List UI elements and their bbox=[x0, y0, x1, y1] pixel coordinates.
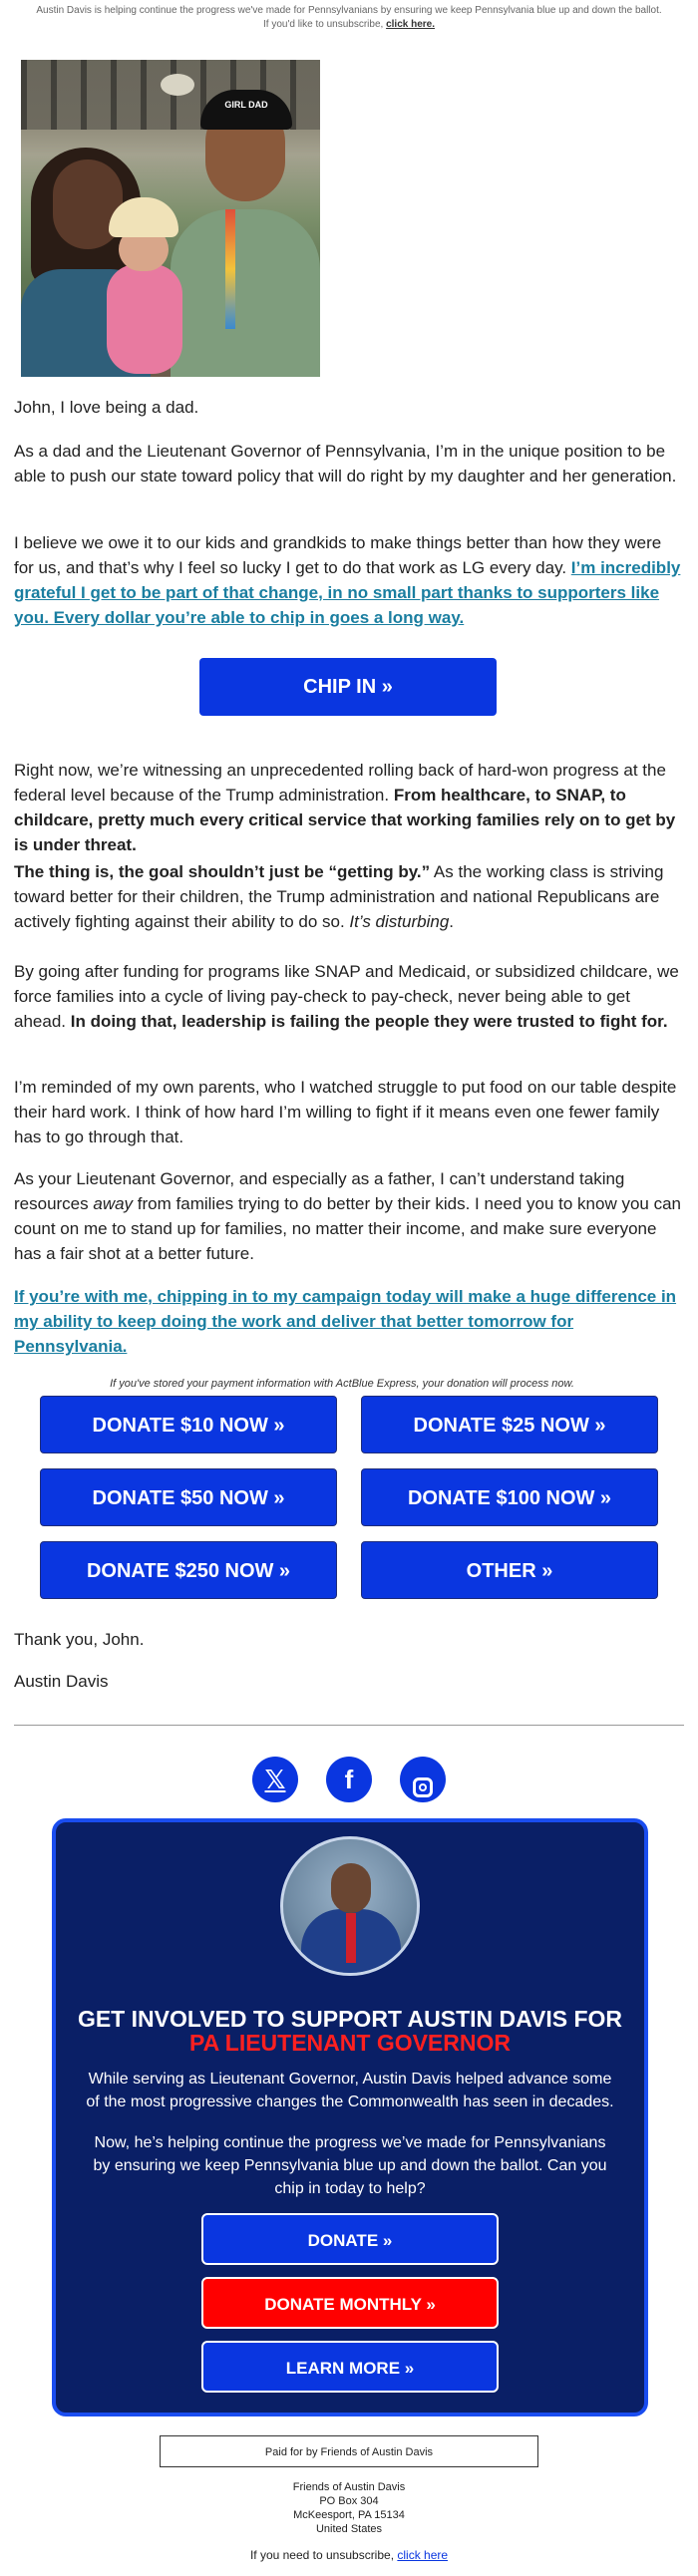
grateful-link[interactable]: I’m incredibly grateful I get to be part of that change, in no small part thanks to supporters like you. Every dollar you’re able to chip in goes a long way. bbox=[14, 558, 681, 627]
paragraph-dad-lg: As a dad and the Lieutenant Governor of Pennsylvania, I’m in the unique position to be able to push our state toward policy that will do right by my daughter and her generation. bbox=[14, 442, 677, 485]
greeting: John, I love being a dad. bbox=[14, 398, 199, 417]
footer-po-box: PO Box 304 bbox=[319, 2495, 379, 2507]
paragraph-snap-medicaid: By going after funding for programs like SNAP and Medicaid, or subsidized childcare, we force families into a cycle of living pay-check to pay-check, never being able to get ahead. In doing that, leadership is failing the people they were trusted to fight for. bbox=[14, 962, 679, 1031]
family-photo bbox=[21, 60, 320, 377]
preheader bbox=[7, 0, 691, 32]
donate-10-button[interactable]: DONATE $10 NOW » bbox=[40, 1396, 337, 1453]
footer-org: Friends of Austin Davis bbox=[292, 2481, 406, 2493]
chip-in-button[interactable]: CHIP IN » bbox=[199, 658, 497, 716]
donate-50-button[interactable]: DONATE $50 NOW » bbox=[40, 1468, 337, 1526]
preheader-unsubscribe-text: If you'd like to unsubscribe, bbox=[262, 19, 384, 30]
paragraph-with-me bbox=[14, 1284, 684, 1359]
austin-davis-portrait bbox=[280, 1836, 420, 1976]
card-heading: GET INVOLVED TO SUPPORT AUSTIN DAVIS FOR bbox=[77, 2006, 623, 2032]
donate-100-button[interactable]: DONATE $100 NOW » bbox=[361, 1468, 658, 1526]
footer-unsubscribe: If you need to unsubscribe, click here bbox=[249, 2548, 449, 2562]
donate-other-button[interactable]: OTHER » bbox=[361, 1541, 658, 1599]
donate-25-button[interactable]: DONATE $25 NOW » bbox=[361, 1396, 658, 1453]
thanks-line: Thank you, John. bbox=[14, 1630, 145, 1649]
paragraph-resources: As your Lieutenant Governor, and especially as a father, I can’t understand taking resources away from families trying to do better by their kids. I need you to know you can count on me to stand up for families, no matter their income, and make sure everyone has a fair shot at a better future. bbox=[14, 1169, 682, 1263]
footer-unsubscribe-link[interactable]: click here bbox=[397, 2548, 449, 2562]
paid-for-disclaimer: Paid for by Friends of Austin Davis bbox=[160, 2435, 538, 2467]
x-icon[interactable]: 𝕏 bbox=[252, 1757, 298, 1802]
footer-city: McKeesport, PA 15134 bbox=[293, 2509, 405, 2521]
paragraph-parents: I’m reminded of my own parents, who I watched struggle to put food on our table despite their hard work. I think of how hard I’m willing to fight if it means even one fewer family has to go through that. bbox=[14, 1078, 677, 1146]
card-paragraph-2: Now, he’s helping continue the progress we’ve made for Pennsylvanians by ensuring we keep Pennsylvania blue up and down the ballot. Can you chip in today to help? bbox=[93, 2134, 607, 2197]
get-involved-card bbox=[52, 1818, 648, 2416]
paragraph-getting-by: The thing is, the goal shouldn’t just be “getting by.” As the working class is striving toward better for their children, the Trump administration and national Republicans are actively fighting against their ability to do so. It’s disturbing. bbox=[14, 862, 664, 931]
with-me-link[interactable]: If you’re with me, chipping in to my campaign today will make a huge difference in my ability to keep doing the work and deliver that better tomorrow for Pennsylvania. bbox=[14, 1287, 677, 1356]
signature: Austin Davis bbox=[14, 1672, 109, 1691]
card-paragraph-1: While serving as Lieutenant Governor, Austin Davis helped advance some of the most progressive changes the Commonwealth has seen in decades. bbox=[86, 2071, 614, 2110]
footer-country: United States bbox=[315, 2523, 383, 2535]
preheader-unsubscribe-link[interactable]: click here. bbox=[386, 19, 435, 30]
donate-250-button[interactable]: DONATE $250 NOW » bbox=[40, 1541, 337, 1599]
paragraph-owe-kids: I believe we owe it to our kids and grandkids to make things better than how they were for us, and that’s why I feel so lucky I get to do that work as LG every day. I’m incredibly grateful I get to be part of that change, in no small part thanks to supporters like you. Every dollar you’re able to chip in goes a long way. bbox=[14, 533, 681, 627]
paragraph-rolling-back: Right now, we’re witnessing an unprecedented rolling back of hard-won progress at the federal level because of the Trump administration. From healthcare, to SNAP, to childcare, pretty much every critical service that working families rely on to get by is under threat. bbox=[14, 761, 676, 854]
card-learn-more-button[interactable]: LEARN MORE » bbox=[201, 2341, 499, 2393]
cap-text: GIRL DAD bbox=[224, 100, 268, 110]
actblue-note: If you've stored your payment information with ActBlue Express, your donation will process now. bbox=[110, 1378, 574, 1390]
instagram-icon[interactable] bbox=[400, 1757, 446, 1802]
facebook-icon[interactable]: f bbox=[326, 1757, 372, 1802]
preheader-text: Austin Davis is helping continue the progress we've made for Pennsylvanians by ensuring we keep Pennsylvania blue up and down the ballot. bbox=[36, 5, 662, 16]
card-donate-button[interactable]: DONATE » bbox=[201, 2213, 499, 2265]
card-subheading: PA LIEUTENANT GOVERNOR bbox=[188, 2030, 511, 2056]
divider bbox=[14, 1725, 684, 1726]
card-donate-monthly-button[interactable]: DONATE MONTHLY » bbox=[201, 2277, 499, 2329]
